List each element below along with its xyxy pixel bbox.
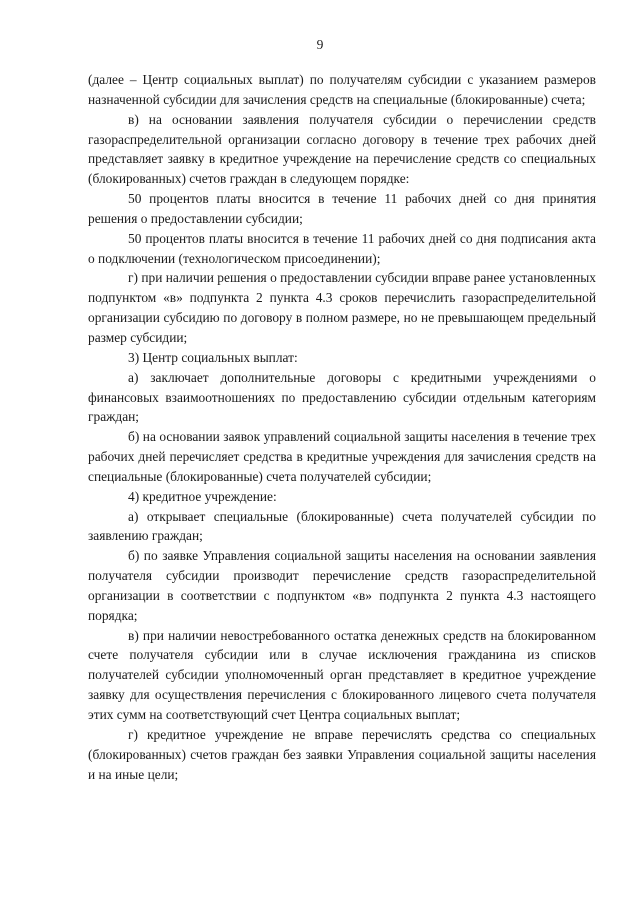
paragraph-item-b-transfer-on-request: б) по заявке Управления социальной защиты населения на основании заявления получателя субсидии производит перечисление средств газораспределительной организации в соответствии с подпунктом «в» подпункта 2 пункта 4.3 настоящего порядка; — [88, 548, 596, 623]
paragraph-item-v-application: в) на основании заявления получателя субсидии о перечислении средств газораспределительной организации согласно договору в течение трех рабочих дней представляет заявку в кредитное учреждение на перечисление средств со специальных (блокированных) счетов граждан в следующем порядке: — [88, 111, 596, 187]
paragraph-item-a-agreements: а) заключает дополнительные договоры с кредитными учреждениями о финансовых взаимоотношениях по предоставлению субсидии отдельным категориям граждан; — [88, 369, 596, 425]
paragraph-item-b-transfers: б) на основании заявок управлений социальной защиты населения в течение трех рабочих дней перечисляет средства в кредитные учреждения для зачисления средств на специальные (блокированные) счета получателей субсидии; — [88, 429, 596, 484]
paragraph-section-4-heading: 4) кредитное учреждение: — [128, 488, 277, 504]
paragraph-section-3-heading: 3) Центр социальных выплат: — [128, 349, 298, 365]
page-number: 9 — [316, 37, 324, 52]
paragraph-item-g-early-transfer: г) при наличии решения о предоставлении субсидии вправе ранее установленных подпунктом «в» подпункта 2 пункта 4.3 сроков перечислить газораспределительной организации субсидию по договору в полном размере, но не превышающем предельный размер субсидии; — [88, 270, 596, 345]
document-body — [88, 70, 596, 784]
paragraph-item-a-opens-accounts: а) открывает специальные (блокированные) счета получателей субсидии по заявлению граждан; — [88, 508, 596, 544]
paragraph-continuation: (далее – Центр социальных выплат) по получателям субсидии с указанием размеров назначенной субсидии для зачисления средств на специальные (блокированные) счета; — [88, 72, 596, 107]
paragraph-second-payment: 50 процентов платы вносится в течение 11 рабочих дней со дня подписания акта о подключении (технологическом присоединении); — [88, 230, 596, 266]
paragraph-item-g-restriction: г) кредитное учреждение не вправе перечислять средства со специальных (блокированных) счетов граждан без заявки Управления социальной защиты населения и на иные цели; — [88, 726, 596, 782]
paragraph-first-payment: 50 процентов платы вносится в течение 11 рабочих дней со дня принятия решения о предоставлении субсидии; — [88, 191, 596, 226]
paragraph-item-v-unclaimed-balance: в) при наличии невостребованного остатка денежных средств на блокированном счете получателя субсидии или в случае исключения гражданина из списков получателей субсидии уполномоченный орган представляет в кредитное учреждение заявку для осуществления перечисления с блокированного лицевого счета получателя этих сумм на соответствующий счет Центра социальных выплат; — [88, 627, 596, 722]
